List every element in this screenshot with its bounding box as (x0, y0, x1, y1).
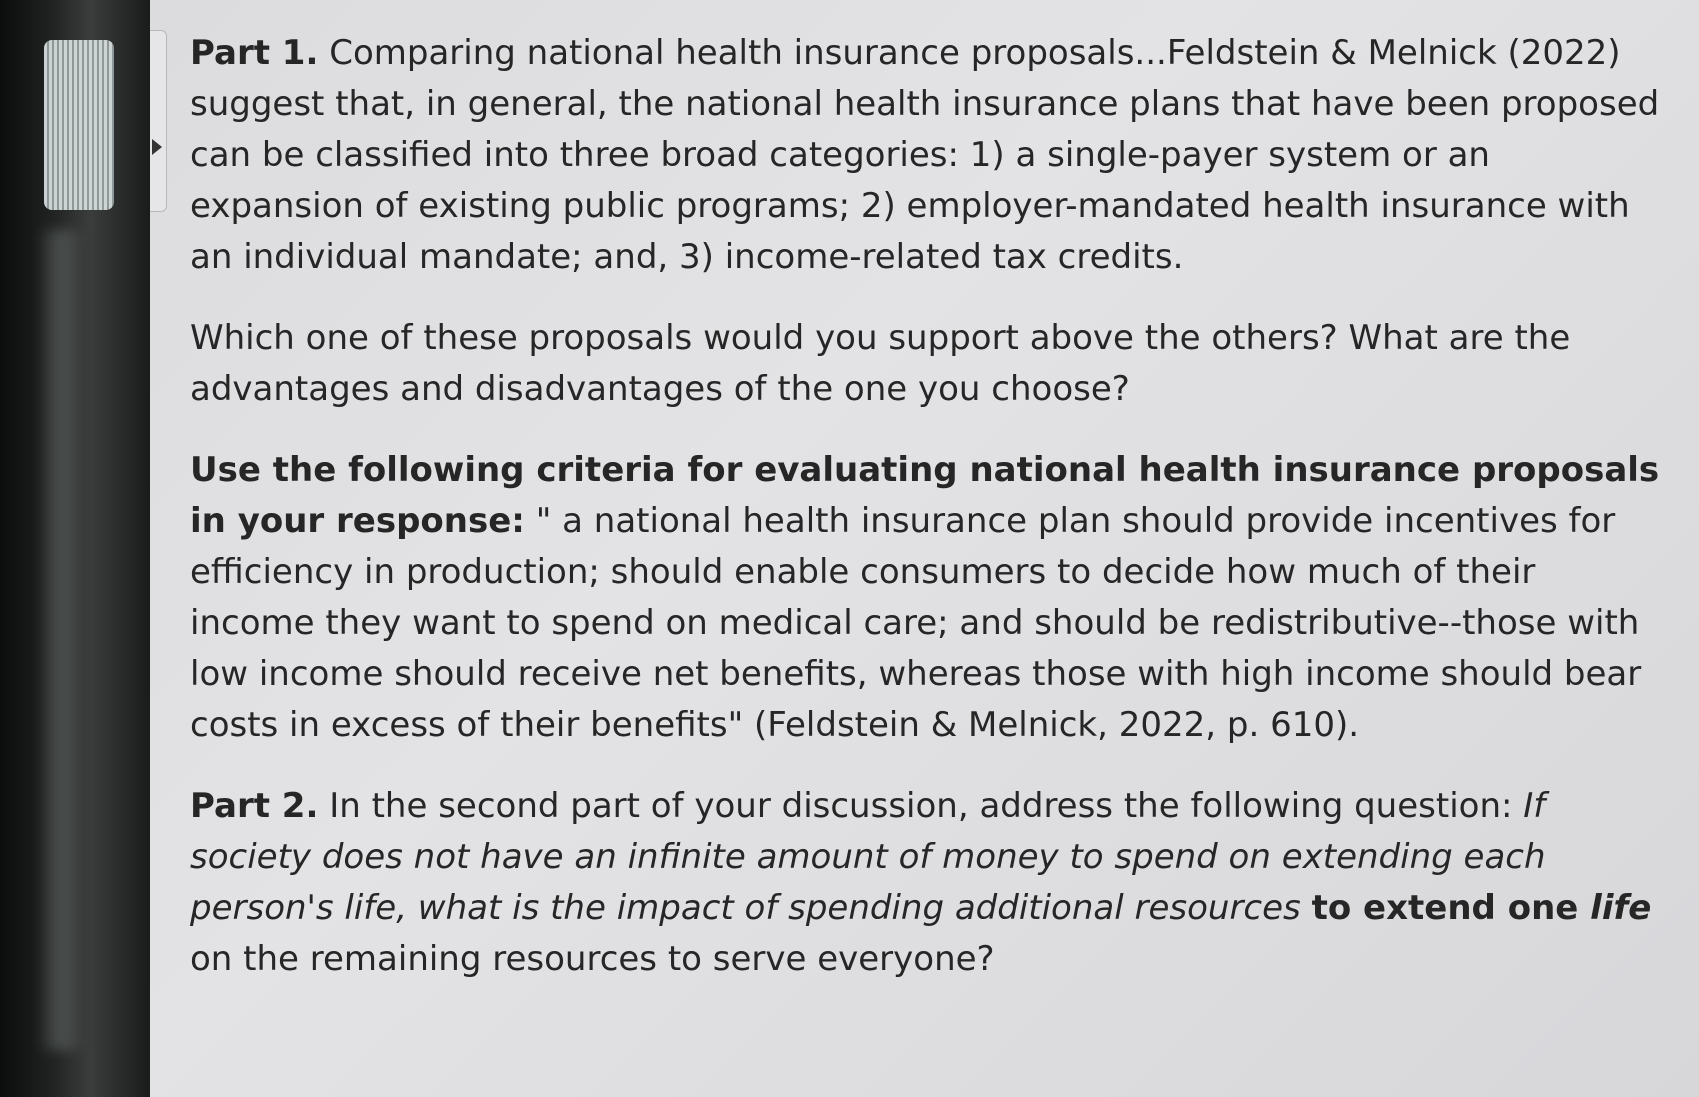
device-bezel (0, 0, 150, 1097)
part2-body: In the second part of your discussion, address the following question: (318, 786, 1524, 826)
part2-emphasis-life: life (1590, 888, 1652, 928)
part2-tail: on the remaining resources to serve everyone? (190, 939, 995, 979)
document-screen (150, 0, 1699, 1097)
sidebar-toggle[interactable] (150, 30, 167, 212)
part2-heading: Part 2. (190, 786, 319, 826)
assignment-text (190, 28, 1660, 1015)
caret-right-icon (152, 139, 162, 155)
part1-heading: Part 1. (190, 33, 319, 73)
question-paragraph: Which one of these proposals would you support above the others? What are the advantages and disadvantages of the one you choose? (190, 318, 1571, 409)
part2-emphasis-italic (1590, 888, 1651, 928)
part2-emphasis: to extend one (1311, 888, 1591, 928)
bezel-highlight (40, 230, 80, 1050)
bezel-reflection (44, 40, 114, 210)
part2-question: If society does not have an infinite amount of money to spend on extending each person's life, what is the impact of spending additional resources (190, 786, 1546, 928)
part1-paragraph (190, 28, 1660, 283)
criteria-lead: Use the following criteria for evaluating national health insurance proposals in your response: (190, 450, 1660, 541)
part2-paragraph (190, 781, 1660, 985)
part1-body: Comparing national health insurance proposals...Feldstein & Melnick (2022) suggest that, in general, the national health insurance plans that have been proposed can be classified into three broad categories: 1) a single-payer system or an expansion of existing public programs; 2) employer-mandated health insurance with an individual mandate; and, 3) income-related tax credits. (190, 33, 1660, 277)
criteria-body: " a national health insurance plan should provide incentives for efficiency in production; should enable consumers to decide how much of their income they want to spend on medical care; and should be redistributive--those with low income should receive net benefits, whereas those with high income should bear costs in excess of their benefits" (Feldstein & Melnick, 2022, p. 610). (190, 501, 1642, 745)
criteria-paragraph (190, 445, 1660, 751)
